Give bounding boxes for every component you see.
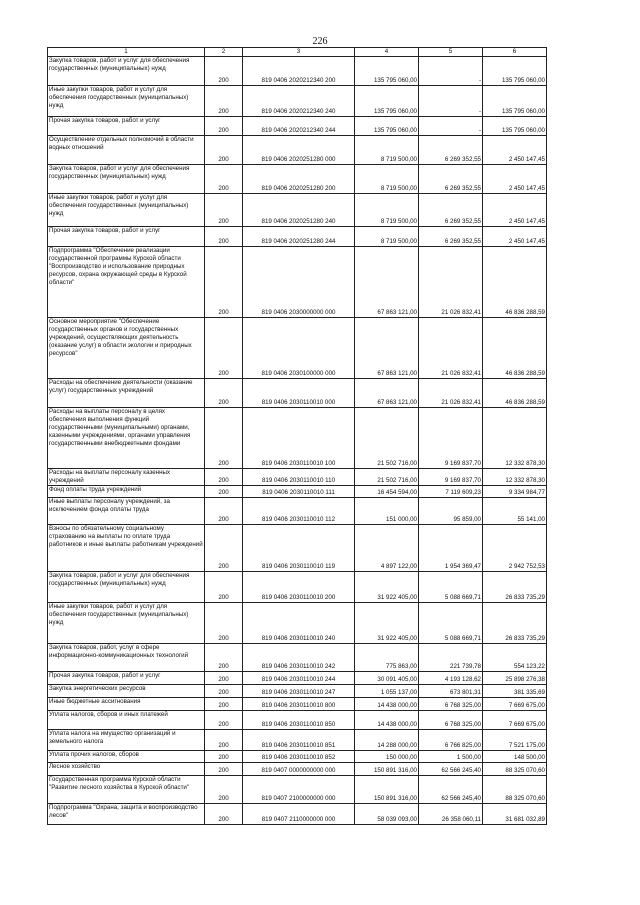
row-name: Закупка товаров, работ и услуг для обеспечения государственных (муниципальных) нужд: [48, 57, 205, 86]
row-budget-code: 819 0406 2020251280 000: [243, 136, 355, 165]
row-executed-amount: 673 801,31: [419, 685, 483, 698]
row-planned-amount: 8 719 500,00: [355, 194, 419, 227]
row-code-gr: 200: [205, 698, 243, 711]
row-planned-amount: 150 000,00: [355, 751, 419, 763]
row-remaining-amount: 7 669 675,00: [483, 711, 547, 730]
row-executed-amount: 1 954 369,47: [419, 525, 483, 572]
row-code-gr: 200: [205, 86, 243, 117]
row-planned-amount: 135 795 060,00: [355, 117, 419, 136]
row-code-gr: 200: [205, 498, 243, 525]
row-budget-code: 819 0406 2030110010 244: [243, 672, 355, 685]
row-name: Расходы на выплаты персоналу казенных учреждений: [48, 469, 205, 486]
row-remaining-amount: 7 669 675,00: [483, 698, 547, 711]
row-name: Иные закупки товаров, работ и услуг для обеспечения государственных (муниципальных) нужд: [48, 194, 205, 227]
row-planned-amount: 67 863 121,00: [355, 247, 419, 318]
row-budget-code: 819 0406 2030100000 000: [243, 318, 355, 379]
row-code-gr: 200: [205, 117, 243, 136]
row-name: Прочая закупка товаров, работ и услуг: [48, 672, 205, 685]
row-executed-amount: 21 026 832,41: [419, 379, 483, 408]
row-code-gr: 200: [205, 136, 243, 165]
row-code-gr: 200: [205, 408, 243, 469]
row-planned-amount: 4 897 122,00: [355, 525, 419, 572]
row-name: Расходы на обеспечение деятельности (оказание услуг) государственных учреждений: [48, 379, 205, 408]
table-row: [48, 672, 547, 685]
row-name: Иные закупки товаров, работ и услуг для обеспечения государственных (муниципальных) нужд: [48, 603, 205, 644]
row-budget-code: 819 0407 2110000000 000: [243, 804, 355, 825]
table-row: [48, 730, 547, 751]
row-planned-amount: 135 795 060,00: [355, 57, 419, 86]
row-budget-code: 819 0406 2030110010 112: [243, 498, 355, 525]
column-header: 1: [48, 48, 205, 57]
row-remaining-amount: 2 450 147,45: [483, 227, 547, 247]
row-code-gr: 200: [205, 572, 243, 603]
table-row: [48, 408, 547, 469]
row-budget-code: 819 0406 2030110010 119: [243, 525, 355, 572]
row-remaining-amount: 26 833 735,29: [483, 572, 547, 603]
row-executed-amount: 6 766 825,00: [419, 730, 483, 751]
row-budget-code: 819 0407 2100000000 000: [243, 776, 355, 804]
row-remaining-amount: 46 836 288,59: [483, 318, 547, 379]
table-header-row: [48, 48, 547, 57]
row-budget-code: 819 0406 2030110010 110: [243, 469, 355, 486]
row-executed-amount: 4 193 128,62: [419, 672, 483, 685]
row-remaining-amount: 381 335,69: [483, 685, 547, 698]
row-planned-amount: 775 863,00: [355, 644, 419, 672]
row-remaining-amount: 135 795 060,00: [483, 86, 547, 117]
row-executed-amount: 62 566 245,40: [419, 776, 483, 804]
row-name: Иные выплаты персоналу учреждений, за исключением фонда оплаты труда: [48, 498, 205, 525]
row-name: Осуществление отдельных полномочий в области водных отношений: [48, 136, 205, 165]
table-row: [48, 763, 547, 776]
row-executed-amount: 221 739,78: [419, 644, 483, 672]
row-name: Фонд оплаты труда учреждений: [48, 486, 205, 498]
table-row: [48, 603, 547, 644]
table-row: [48, 165, 547, 194]
row-code-gr: 200: [205, 165, 243, 194]
row-code-gr: 200: [205, 227, 243, 247]
table-row: [48, 572, 547, 603]
row-remaining-amount: 12 332 878,30: [483, 408, 547, 469]
row-remaining-amount: 25 898 276,38: [483, 672, 547, 685]
row-planned-amount: 16 454 594,00: [355, 486, 419, 498]
row-executed-amount: 6 768 325,00: [419, 711, 483, 730]
row-budget-code: 819 0406 2030110010 200: [243, 572, 355, 603]
row-name: Уплата налога на имущество организаций и земельного налога: [48, 730, 205, 751]
row-planned-amount: 67 863 121,00: [355, 318, 419, 379]
row-code-gr: 200: [205, 525, 243, 572]
row-code-gr: 200: [205, 57, 243, 86]
row-budget-code: 819 0406 2030110010 242: [243, 644, 355, 672]
column-header: 6: [483, 48, 547, 57]
row-executed-amount: 9 169 837,70: [419, 408, 483, 469]
row-budget-code: 819 0406 2020212340 244: [243, 117, 355, 136]
column-header: 3: [243, 48, 355, 57]
row-executed-amount: 6 269 352,55: [419, 136, 483, 165]
row-code-gr: 200: [205, 776, 243, 804]
table-row: [48, 57, 547, 86]
row-planned-amount: 8 719 500,00: [355, 227, 419, 247]
row-planned-amount: 135 795 060,00: [355, 86, 419, 117]
row-executed-amount: 6 269 352,55: [419, 227, 483, 247]
row-name: Подпрограмма "Охрана, защита и воспроизводство лесов": [48, 804, 205, 825]
row-planned-amount: 21 502 716,00: [355, 469, 419, 486]
row-name: Иные закупки товаров, работ и услуг для обеспечения государственных (муниципальных) нужд: [48, 86, 205, 117]
row-code-gr: 200: [205, 247, 243, 318]
row-remaining-amount: 9 334 984,77: [483, 486, 547, 498]
row-code-gr: 200: [205, 486, 243, 498]
row-planned-amount: 14 288 000,00: [355, 730, 419, 751]
row-executed-amount: 7 119 609,23: [419, 486, 483, 498]
row-budget-code: 819 0406 2030110010 850: [243, 711, 355, 730]
table-row: [48, 318, 547, 379]
table-row: [48, 804, 547, 825]
table-row: [48, 379, 547, 408]
row-budget-code: 819 0406 2030110010 111: [243, 486, 355, 498]
table-row: [48, 644, 547, 672]
row-budget-code: 819 0406 2030110010 100: [243, 408, 355, 469]
row-budget-code: 819 0407 0000000000 000: [243, 763, 355, 776]
table-row: [48, 486, 547, 498]
table-row: [48, 227, 547, 247]
row-executed-amount: 21 026 832,41: [419, 247, 483, 318]
row-name: Государственная программа Курской области "Развитие лесного хозяйства в Курской области": [48, 776, 205, 804]
row-name: Подпрограмма "Обеспечение реализации государственной программы Курской области "Воспроизводство и использование природных ресурсов, охрана окружающей среды в Курской области": [48, 247, 205, 318]
row-code-gr: 200: [205, 644, 243, 672]
table-row: [48, 136, 547, 165]
row-code-gr: 200: [205, 804, 243, 825]
row-planned-amount: 21 502 716,00: [355, 408, 419, 469]
row-planned-amount: 31 922 405,00: [355, 603, 419, 644]
row-code-gr: 200: [205, 730, 243, 751]
row-remaining-amount: 12 332 878,30: [483, 469, 547, 486]
row-budget-code: 819 0406 2020251280 244: [243, 227, 355, 247]
row-remaining-amount: 2 942 752,53: [483, 525, 547, 572]
table-row: [48, 86, 547, 117]
table-row: [48, 776, 547, 804]
row-executed-amount: 21 026 832,41: [419, 318, 483, 379]
column-header: 2: [205, 48, 243, 57]
row-executed-amount: 6 269 352,55: [419, 194, 483, 227]
row-code-gr: 200: [205, 711, 243, 730]
row-code-gr: 200: [205, 603, 243, 644]
row-remaining-amount: 55 141,00: [483, 498, 547, 525]
row-planned-amount: 14 438 000,00: [355, 711, 419, 730]
row-planned-amount: 8 719 500,00: [355, 136, 419, 165]
row-name: Прочая закупка товаров, работ и услуг: [48, 117, 205, 136]
row-remaining-amount: 46 836 288,59: [483, 247, 547, 318]
column-header: 5: [419, 48, 483, 57]
row-executed-amount: -: [419, 86, 483, 117]
row-remaining-amount: 2 450 147,45: [483, 194, 547, 227]
row-remaining-amount: 135 795 060,00: [483, 57, 547, 86]
table-row: [48, 525, 547, 572]
table-row: [48, 711, 547, 730]
row-planned-amount: 8 719 500,00: [355, 165, 419, 194]
row-name: Закупка товаров, работ, услуг в сфере информационно-коммуникационных технологий: [48, 644, 205, 672]
row-budget-code: 819 0406 2030110010 247: [243, 685, 355, 698]
row-name: Закупка товаров, работ и услуг для обеспечения государственных (муниципальных) нужд: [48, 165, 205, 194]
row-budget-code: 819 0406 2030110010 000: [243, 379, 355, 408]
row-remaining-amount: 46 836 288,59: [483, 379, 547, 408]
row-executed-amount: -: [419, 117, 483, 136]
page-number: 226: [312, 36, 328, 47]
table-row: [48, 685, 547, 698]
row-remaining-amount: 31 681 032,89: [483, 804, 547, 825]
row-executed-amount: 6 768 325,00: [419, 698, 483, 711]
row-budget-code: 819 0406 2030110010 240: [243, 603, 355, 644]
row-executed-amount: -: [419, 57, 483, 86]
row-remaining-amount: 88 325 070,60: [483, 763, 547, 776]
row-planned-amount: 31 922 405,00: [355, 572, 419, 603]
row-code-gr: 200: [205, 751, 243, 763]
row-planned-amount: 67 863 121,00: [355, 379, 419, 408]
row-executed-amount: 5 088 669,71: [419, 572, 483, 603]
table-row: [48, 498, 547, 525]
row-name: Лесное хозяйство: [48, 763, 205, 776]
row-planned-amount: 1 055 137,00: [355, 685, 419, 698]
row-name: Уплата налогов, сборов и иных платежей: [48, 711, 205, 730]
row-code-gr: 200: [205, 685, 243, 698]
row-planned-amount: 58 039 093,00: [355, 804, 419, 825]
row-remaining-amount: 7 521 175,00: [483, 730, 547, 751]
table-row: [48, 469, 547, 486]
row-name: Основное мероприятие "Обеспечение государственных органов и государственных учреждений, осуществляющих деятельность (оказание услуг) в области экологии и природных ресурсов": [48, 318, 205, 379]
row-budget-code: 819 0406 2030110010 852: [243, 751, 355, 763]
row-budget-code: 819 0406 2030110010 800: [243, 698, 355, 711]
row-budget-code: 819 0406 2020212340 200: [243, 57, 355, 86]
row-code-gr: 200: [205, 318, 243, 379]
row-executed-amount: 26 358 060,11: [419, 804, 483, 825]
budget-table: [47, 47, 547, 825]
table-row: [48, 247, 547, 318]
row-executed-amount: 62 566 245,40: [419, 763, 483, 776]
row-planned-amount: 30 091 405,00: [355, 672, 419, 685]
row-budget-code: 819 0406 2020251280 200: [243, 165, 355, 194]
row-remaining-amount: 2 450 147,45: [483, 136, 547, 165]
row-budget-code: 819 0406 2030110010 851: [243, 730, 355, 751]
row-planned-amount: 151 000,00: [355, 498, 419, 525]
row-budget-code: 819 0406 2020212340 240: [243, 86, 355, 117]
table-row: [48, 751, 547, 763]
row-remaining-amount: 135 795 060,00: [483, 117, 547, 136]
row-remaining-amount: 554 123,22: [483, 644, 547, 672]
row-budget-code: 819 0406 2030000000 000: [243, 247, 355, 318]
row-name: Иные бюджетные ассигнования: [48, 698, 205, 711]
row-name: Уплата прочих налогов, сборов: [48, 751, 205, 763]
table-row: [48, 698, 547, 711]
row-executed-amount: 9 169 837,70: [419, 469, 483, 486]
row-code-gr: 200: [205, 469, 243, 486]
row-planned-amount: 14 438 000,00: [355, 698, 419, 711]
row-name: Взносы по обязательному социальному страхованию на выплаты по оплате труда работников и иные выплаты работникам учреждений: [48, 525, 205, 572]
row-name: Расходы на выплаты персоналу в целях обеспечения выполнения функций государственными (муниципальными) органами, казенными учреждениями, органами управления государственными внебюджетными фондами: [48, 408, 205, 469]
row-executed-amount: 95 859,00: [419, 498, 483, 525]
row-code-gr: 200: [205, 194, 243, 227]
row-planned-amount: 150 891 316,00: [355, 776, 419, 804]
row-budget-code: 819 0406 2020251280 240: [243, 194, 355, 227]
row-executed-amount: 6 269 352,55: [419, 165, 483, 194]
row-remaining-amount: 88 325 070,60: [483, 776, 547, 804]
row-code-gr: 200: [205, 672, 243, 685]
row-name: Закупка товаров, работ и услуг для обеспечения государственных (муниципальных) нужд: [48, 572, 205, 603]
row-code-gr: 200: [205, 379, 243, 408]
row-name: Прочая закупка товаров, работ и услуг: [48, 227, 205, 247]
table-row: [48, 117, 547, 136]
row-remaining-amount: 2 450 147,45: [483, 165, 547, 194]
row-name: Закупка энергетических ресурсов: [48, 685, 205, 698]
row-executed-amount: 5 088 669,71: [419, 603, 483, 644]
row-planned-amount: 150 891 316,00: [355, 763, 419, 776]
table-row: [48, 194, 547, 227]
row-remaining-amount: 148 500,00: [483, 751, 547, 763]
row-code-gr: 200: [205, 763, 243, 776]
row-executed-amount: 1 500,00: [419, 751, 483, 763]
column-header: 4: [355, 48, 419, 57]
row-remaining-amount: 26 833 735,29: [483, 603, 547, 644]
